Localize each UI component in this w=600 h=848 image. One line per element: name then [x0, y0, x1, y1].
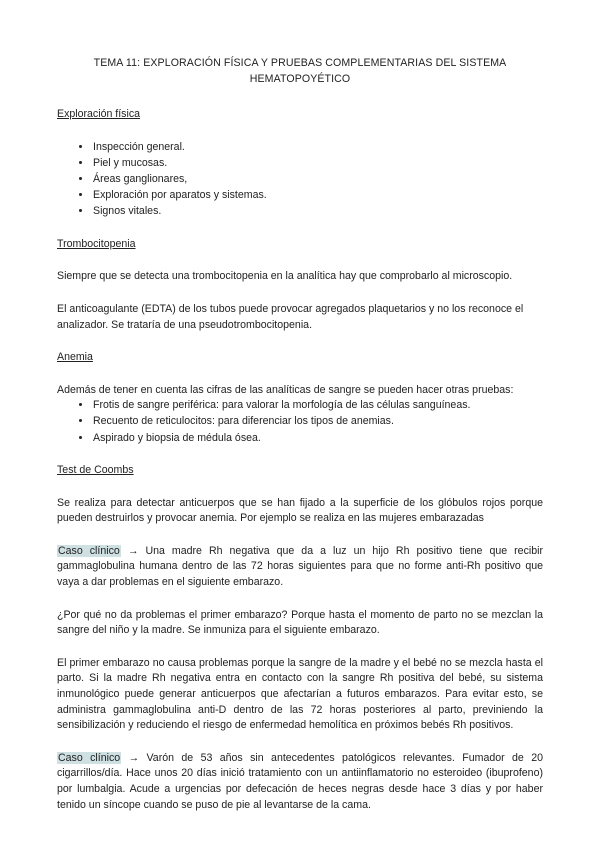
case-label-highlight: Caso clínico — [58, 751, 121, 764]
case-paragraph — [57, 544, 543, 591]
section-heading-anemia: Anemia — [57, 351, 93, 364]
paragraph: ¿Por qué no da problemas el primer embarazo? Porque hasta el momento de parto no se mezclan la sangre del niño y la madre. Se inmuniza para el siguiente embarazo. — [57, 608, 543, 637]
list-item: • Áreas ganglionares, — [92, 172, 543, 188]
section-heading-exploracion: Exploración física — [57, 108, 141, 121]
list-item: • Signos vitales. — [92, 204, 543, 220]
paragraph: Además de tener en cuenta las cifras de las analíticas de sangre se pueden hacer otras pruebas: — [57, 383, 514, 396]
paragraph: Se realiza para detectar anticuerpos que se han fijado a la superficie de los glóbulos rojos porque pueden destruirlos y provocar anemia. Por ejemplo se realiza en las mujeres embarazadas — [57, 496, 543, 525]
case-text: → Varón de 53 años sin antecedentes patológicos relevantes. Fumador de 20 cigarrillos/día. Hace unos 20 días inició tratamiento con un antiinflamatorio no esteroideo (ibuprofeno) por lumbalgia. Acude a urgencias por defecación de heces negras desde hace 3 días y por haber tenido un síncope cuando se puso de pie al levantarse de la cama. — [57, 751, 543, 811]
document-page — [57, 56, 543, 830]
paragraph: El primer embarazo no causa problemas porque la sangre de la madre y el bebé no se mezcla hasta el parto. Si la madre Rh negativa entra en contacto con la sangre Rh positiva del bebé, su sistema inmunológico puede generar anticuerpos que afectarían a futuros embarazos. Para evitar esto, se administra gammaglobulina anti-D dentro de las 72 horas posteriores al parto, previniendo la sensibilización y reduciendo el riesgo de enfermedad hemolítica en próximos bebés Rh positivos. — [57, 656, 543, 732]
list-item: • Inspección general. — [92, 140, 543, 156]
list-item: • Piel y mucosas. — [92, 156, 543, 172]
section-heading-coombs: Test de Coombs — [57, 464, 134, 477]
paragraph: El anticoagulante (EDTA) de los tubos puede provocar agregados plaquetarios y no los reconoce el analizador. Se trataría de una pseudotrombocitopenia. — [57, 302, 524, 331]
case-paragraph — [57, 751, 543, 813]
list-item: • Aspirado y biopsia de médula ósea. — [92, 431, 543, 447]
list-item: • Exploración por aparatos y sistemas. — [92, 188, 543, 204]
list-item: • Frotis de sangre periférica: para valorar la morfología de las células sanguíneas. — [92, 398, 543, 414]
page-title: TEMA 11: EXPLORACIÓN FÍSICA Y PRUEBAS COMPLEMENTARIAS DEL SISTEMA HEMATOPOYÉTICO — [93, 57, 507, 85]
case-text: → Una madre Rh negativa que da a luz un hijo Rh positivo tiene que recibir gammaglobulina humana dentro de las 72 horas siguientes para que no forme anti-Rh positivo que vaya a dar problemas en el siguiente embarazo. — [57, 544, 543, 589]
list-item: • Recuento de reticulocitos: para diferenciar los tipos de anemias. — [92, 414, 543, 430]
anemia-list — [57, 398, 543, 446]
case-label-highlight: Caso clínico — [58, 544, 120, 557]
paragraph: Siempre que se detecta una trombocitopenia en la analítica hay que comprobarlo al microscopio. — [57, 270, 513, 283]
section-heading-trombocitopenia: Trombocitopenia — [57, 237, 136, 250]
exploracion-list — [57, 140, 543, 220]
